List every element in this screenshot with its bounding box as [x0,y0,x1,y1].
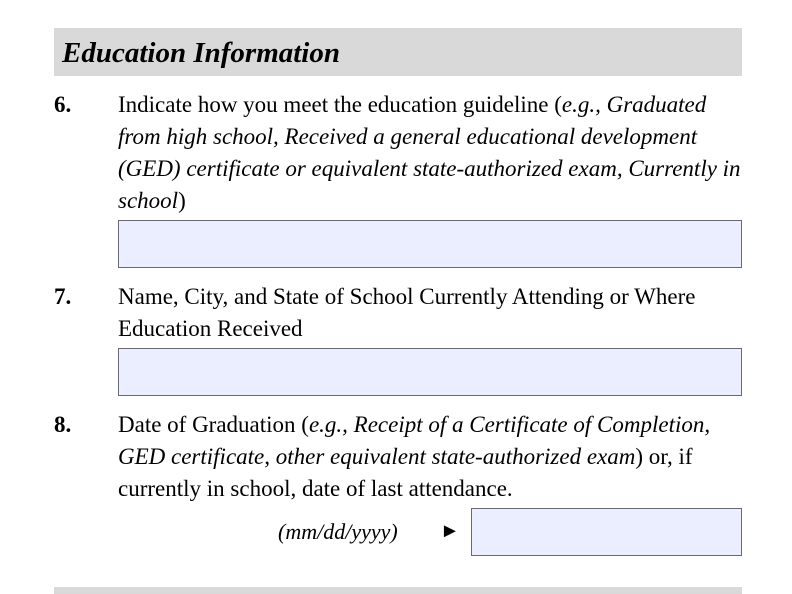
question-7-number: 7. [54,284,72,309]
question-6-examples: e.g., Graduated from high school, Received a general educational development (GED) certificate or equivalent state-authorized exam, Currently in school [118,92,741,213]
education-guideline-field[interactable] [118,220,742,268]
graduation-date-field[interactable] [471,508,742,556]
question-8-examples: e.g., Receipt of a Certificate of Completion, GED certificate, other equivalent state-authorized exam [118,412,711,469]
date-format-hint: (mm/dd/yyyy) [278,519,398,544]
question-6-text-part: ) [178,188,186,213]
question-6-text [118,89,742,217]
section-title: Education Information [62,37,340,69]
question-8-text-part: Date of Graduation ( [118,412,309,437]
section-header [54,28,742,76]
school-name-city-state-field[interactable] [118,348,742,396]
section-divider [54,587,742,594]
question-8-number: 8. [54,412,72,437]
question-7-text: Name, City, and State of School Currently Attending or Where Education Received [118,284,696,341]
question-8-text-part: ) or, if currently in school, date of last attendance. [118,444,693,501]
question-8-text [118,409,742,505]
arrow-right-icon: ► [440,520,460,542]
question-6-text-part: Indicate how you meet the education guideline ( [118,92,562,117]
question-6-number: 6. [54,92,72,117]
